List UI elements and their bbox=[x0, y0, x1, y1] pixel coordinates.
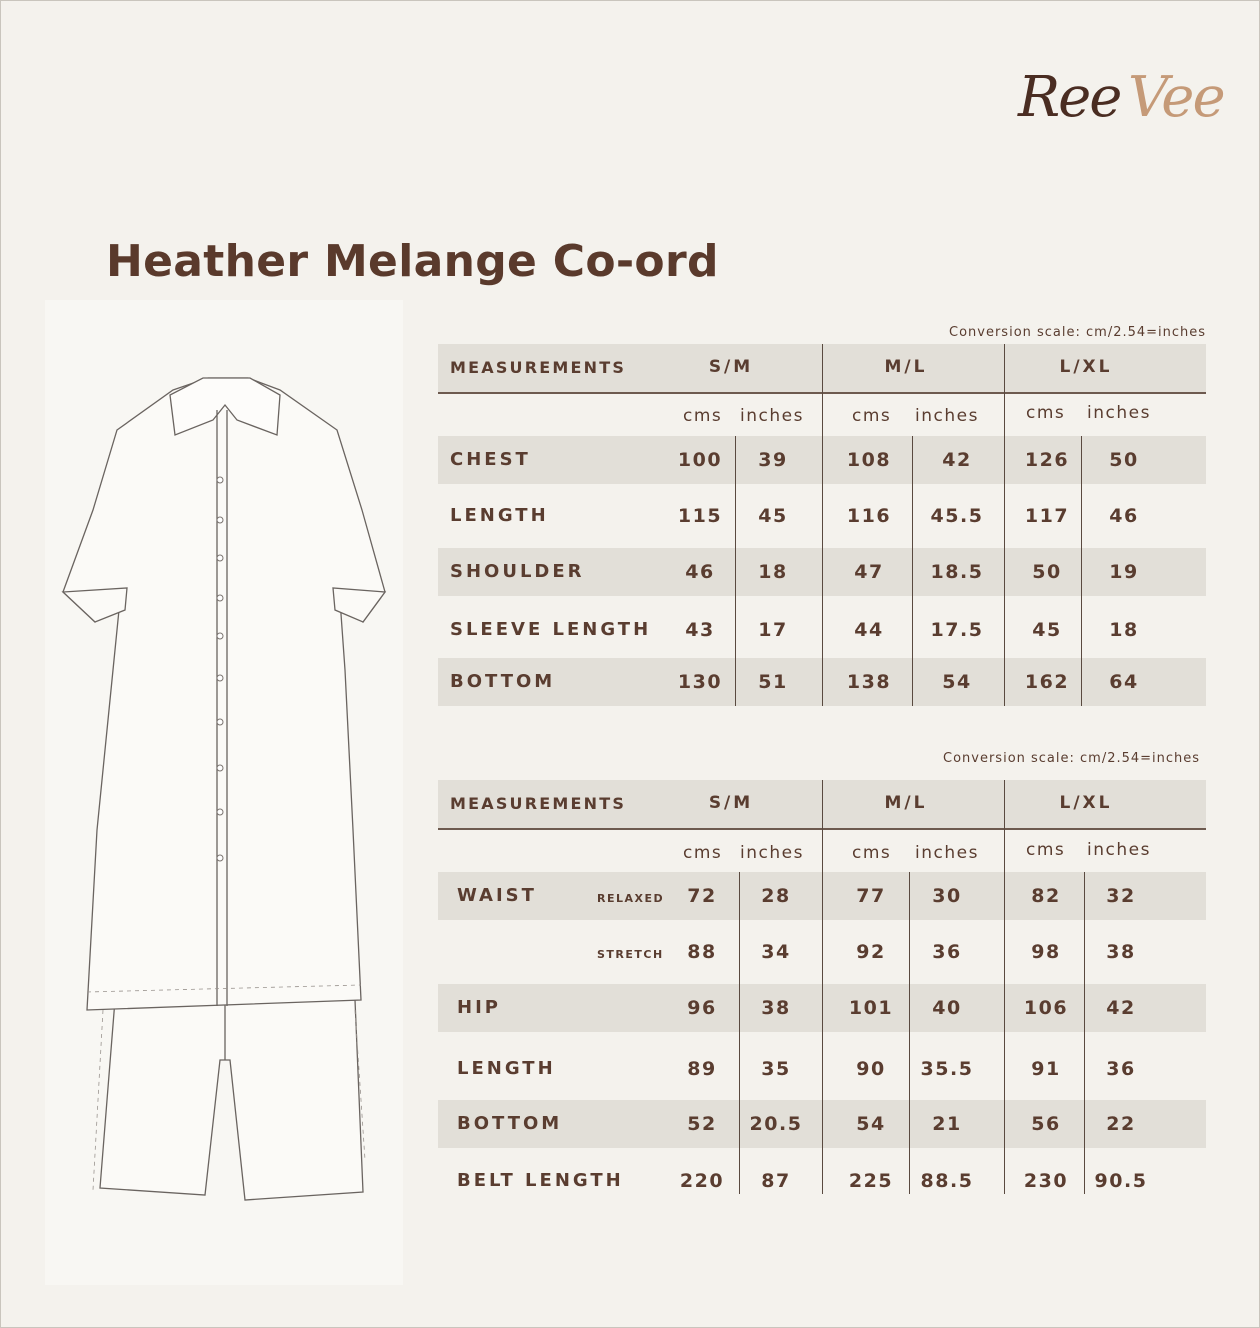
cell-value: 162 bbox=[1024, 671, 1070, 693]
cell-value: 52 bbox=[687, 1113, 717, 1135]
row-sublabel: RELAXED bbox=[597, 892, 665, 905]
cell-value: 77 bbox=[856, 885, 886, 907]
cell-value: 35 bbox=[761, 1058, 791, 1080]
cell-value: 92 bbox=[856, 941, 886, 963]
column-divider bbox=[822, 780, 823, 1194]
cell-value: 72 bbox=[687, 885, 717, 907]
cell-value: 230 bbox=[1023, 1170, 1069, 1192]
cell-value: 88.5 bbox=[920, 1170, 974, 1192]
conversion-scale-note: Conversion scale: cm/2.54=inches bbox=[943, 751, 1201, 766]
conversion-scale-note: Conversion scale: cm/2.54=inches bbox=[949, 325, 1207, 340]
cell-value: 56 bbox=[1031, 1113, 1061, 1135]
cell-value: 34 bbox=[761, 941, 791, 963]
cell-value: 90 bbox=[856, 1058, 886, 1080]
header-measurements: MEASUREMENTS bbox=[450, 794, 627, 813]
cell-value: 117 bbox=[1024, 505, 1070, 527]
header-size: S/M bbox=[708, 357, 754, 377]
top-measurement-table bbox=[438, 344, 1206, 708]
logo-text-ree: Ree bbox=[1018, 65, 1121, 130]
cell-value: 100 bbox=[677, 449, 723, 471]
cell-value: 101 bbox=[848, 997, 894, 1019]
cell-value: 36 bbox=[1106, 1058, 1136, 1080]
cell-value: 54 bbox=[856, 1113, 886, 1135]
cell-value: 40 bbox=[932, 997, 962, 1019]
column-divider bbox=[822, 344, 823, 706]
unit-label: inches bbox=[740, 406, 804, 426]
column-divider bbox=[909, 872, 910, 1194]
cell-value: 51 bbox=[758, 671, 788, 693]
cell-value: 91 bbox=[1031, 1058, 1061, 1080]
row-label: LENGTH bbox=[450, 505, 549, 526]
unit-label: cms bbox=[852, 843, 892, 863]
unit-label: cms bbox=[683, 406, 723, 426]
brand-logo bbox=[1010, 55, 1225, 145]
cell-value: 38 bbox=[1106, 941, 1136, 963]
cell-value: 18 bbox=[758, 561, 788, 583]
row-sublabel: STRETCH bbox=[597, 948, 664, 961]
unit-label: cms bbox=[683, 843, 723, 863]
cell-value: 35.5 bbox=[920, 1058, 974, 1080]
cell-value: 42 bbox=[1106, 997, 1136, 1019]
unit-label: cms bbox=[852, 406, 892, 426]
bottom-measurement-table bbox=[438, 780, 1206, 1196]
cell-value: 138 bbox=[846, 671, 892, 693]
cell-value: 225 bbox=[848, 1170, 894, 1192]
cell-value: 47 bbox=[854, 561, 884, 583]
cell-value: 108 bbox=[846, 449, 892, 471]
cell-value: 82 bbox=[1031, 885, 1061, 907]
column-divider bbox=[735, 436, 736, 706]
row-label: SHOULDER bbox=[450, 561, 585, 582]
row-label: BOTTOM bbox=[457, 1113, 563, 1134]
cell-value: 130 bbox=[677, 671, 723, 693]
column-divider bbox=[1084, 872, 1085, 1194]
cell-value: 21 bbox=[932, 1113, 962, 1135]
cell-value: 220 bbox=[679, 1170, 725, 1192]
cell-value: 50 bbox=[1032, 561, 1062, 583]
cell-value: 43 bbox=[685, 619, 715, 641]
cell-value: 115 bbox=[677, 505, 723, 527]
cell-value: 32 bbox=[1106, 885, 1136, 907]
cell-value: 45 bbox=[758, 505, 788, 527]
cell-value: 106 bbox=[1023, 997, 1069, 1019]
cell-value: 88 bbox=[687, 941, 717, 963]
cell-value: 17.5 bbox=[930, 619, 984, 641]
column-divider bbox=[739, 872, 740, 1194]
cell-value: 87 bbox=[761, 1170, 791, 1192]
cell-value: 89 bbox=[687, 1058, 717, 1080]
header-size: L/XL bbox=[1059, 793, 1113, 813]
cell-value: 126 bbox=[1024, 449, 1070, 471]
cell-value: 44 bbox=[854, 619, 884, 641]
column-divider bbox=[1004, 780, 1005, 1194]
cell-value: 20.5 bbox=[749, 1113, 803, 1135]
cell-value: 46 bbox=[1109, 505, 1139, 527]
unit-label: inches bbox=[1087, 840, 1151, 860]
row-label: SLEEVE LENGTH bbox=[450, 619, 652, 640]
page-title: Heather Melange Co-ord bbox=[106, 236, 719, 287]
header-measurements: MEASUREMENTS bbox=[450, 358, 627, 377]
row-label: HIP bbox=[457, 997, 501, 1018]
row-label: BELT LENGTH bbox=[457, 1170, 624, 1191]
column-divider bbox=[912, 436, 913, 706]
cell-value: 19 bbox=[1109, 561, 1139, 583]
cell-value: 28 bbox=[761, 885, 791, 907]
unit-label: cms bbox=[1026, 403, 1066, 423]
row-label: BOTTOM bbox=[450, 671, 556, 692]
header-size: M/L bbox=[884, 793, 928, 813]
cell-value: 46 bbox=[685, 561, 715, 583]
unit-label: inches bbox=[740, 843, 804, 863]
header-size: M/L bbox=[884, 357, 928, 377]
cell-value: 50 bbox=[1109, 449, 1139, 471]
row-label: LENGTH bbox=[457, 1058, 556, 1079]
cell-value: 116 bbox=[846, 505, 892, 527]
unit-label: cms bbox=[1026, 840, 1066, 860]
unit-label: inches bbox=[1087, 403, 1151, 423]
cell-value: 54 bbox=[942, 671, 972, 693]
cell-value: 90.5 bbox=[1094, 1170, 1148, 1192]
column-divider bbox=[1004, 344, 1005, 706]
column-divider bbox=[1081, 436, 1082, 706]
cell-value: 45 bbox=[1032, 619, 1062, 641]
cell-value: 30 bbox=[932, 885, 962, 907]
cell-value: 64 bbox=[1109, 671, 1139, 693]
cell-value: 17 bbox=[758, 619, 788, 641]
logo-text-vee: Vee bbox=[1128, 65, 1224, 130]
cell-value: 98 bbox=[1031, 941, 1061, 963]
cell-value: 18 bbox=[1109, 619, 1139, 641]
cell-value: 38 bbox=[761, 997, 791, 1019]
row-label: CHEST bbox=[450, 449, 531, 470]
cell-value: 36 bbox=[932, 941, 962, 963]
unit-label: inches bbox=[915, 843, 979, 863]
cell-value: 22 bbox=[1106, 1113, 1136, 1135]
cell-value: 18.5 bbox=[930, 561, 984, 583]
cell-value: 96 bbox=[687, 997, 717, 1019]
header-size: L/XL bbox=[1059, 357, 1113, 377]
unit-label: inches bbox=[915, 406, 979, 426]
cell-value: 42 bbox=[942, 449, 972, 471]
kurta-pants-sketch-icon bbox=[55, 360, 395, 1230]
row-label: WAIST bbox=[457, 885, 537, 906]
cell-value: 45.5 bbox=[930, 505, 984, 527]
header-size: S/M bbox=[708, 793, 754, 813]
cell-value: 39 bbox=[758, 449, 788, 471]
